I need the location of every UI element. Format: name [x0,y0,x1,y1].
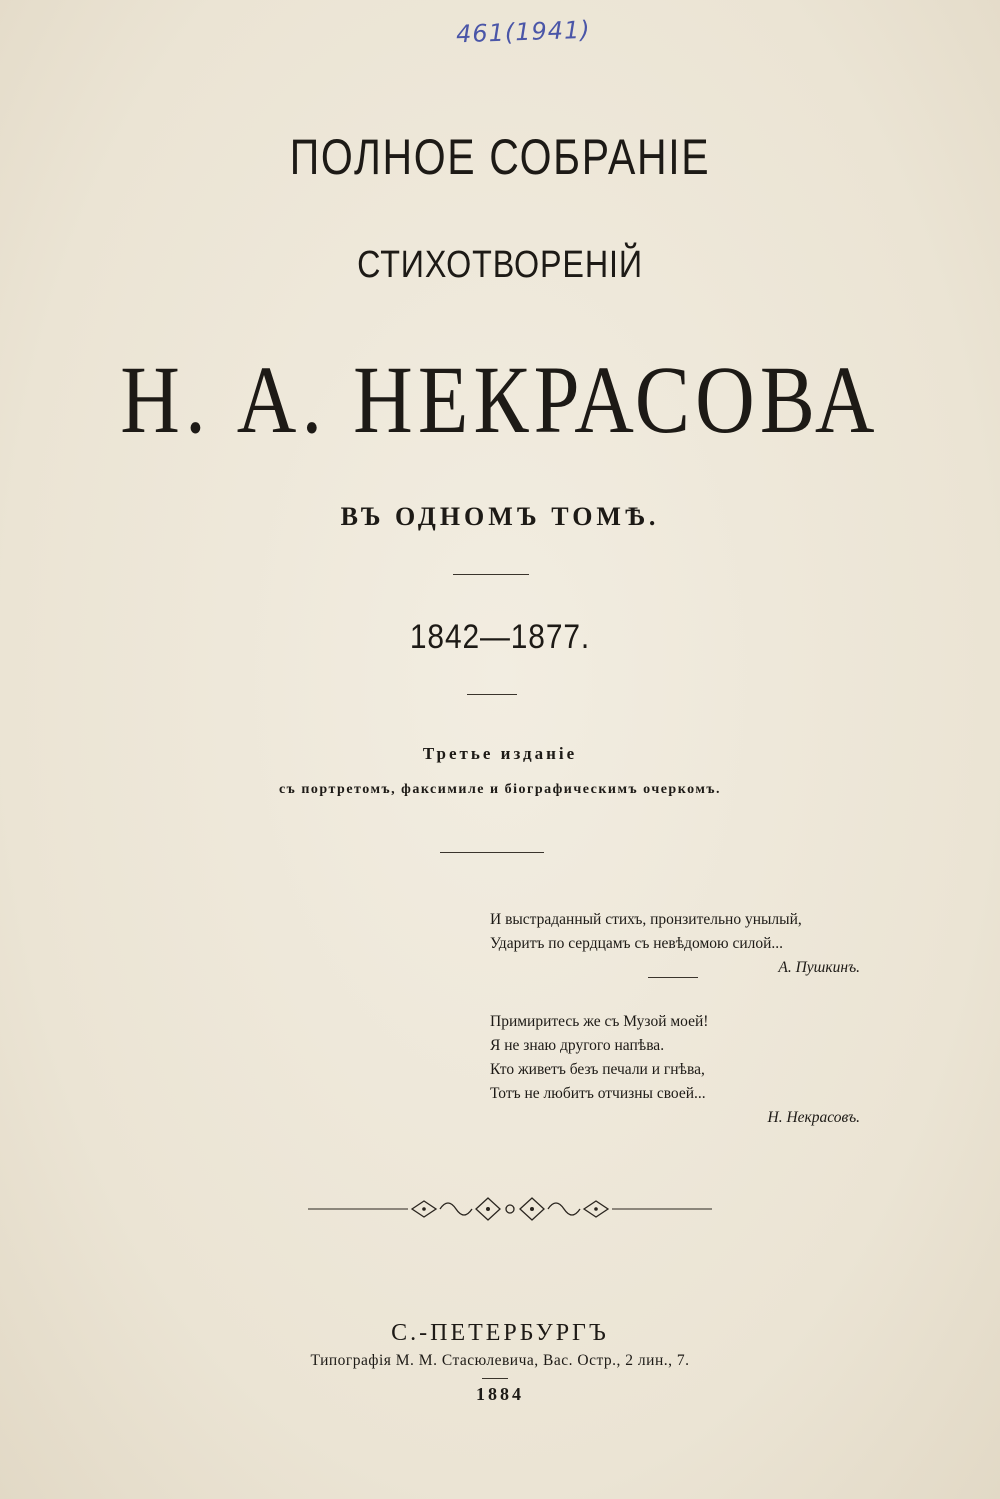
imprint-city: С.-ПЕТЕРБУРГЪ [391,1320,609,1346]
divider-rule [648,977,698,978]
epigraph-signature: А. Пушкинъ. [778,959,860,976]
divider-rule [482,1378,508,1379]
title-line-2: СТИХОТВОРЕНІЙ [357,244,643,286]
epigraph-line: Тотъ не любитъ отчизны своей... [490,1085,706,1102]
years-range: 1842—1877. [409,618,591,656]
epigraph-nekrasov [490,1010,870,1130]
volume-note: ВЪ ОДНОМЪ ТОМѢ. [340,502,660,531]
epigraph-line: И выстраданный стихъ, пронзительно унылый, [490,911,802,928]
epigraph-pushkin [490,908,870,980]
edition-subtitle: съ портретомъ, факсимиле и біографическимъ очеркомъ. [278,782,722,797]
imprint-year: 1884 [476,1384,524,1404]
epigraph-line: Кто живетъ безъ печали и гнѣва, [490,1061,705,1078]
epigraph-signature: Н. Некрасовъ. [767,1109,860,1126]
divider-rule [453,574,529,575]
imprint-printer: Типографія М. М. Стасюлевича, Вас. Остр., 2 лин., 7. [310,1352,690,1369]
epigraph-line: Примиритесь же съ Музой моей! [490,1013,709,1030]
epigraph-line: Ударитъ по сердцамъ съ невѣдомою силой... [490,935,784,952]
ornament-divider-icon [300,1192,720,1226]
shelfmark-handwritten: 461(1941) [455,15,592,49]
divider-rule [440,852,544,853]
author-name: Н. А. НЕКРАСОВА [120,346,880,453]
divider-rule [467,694,517,695]
epigraph-line: Я не знаю другого напѣва. [490,1037,665,1054]
title-line-1: ПОЛНОЕ СОБРАНІЕ [289,129,711,185]
edition-note: Третье изданіе [422,744,578,763]
